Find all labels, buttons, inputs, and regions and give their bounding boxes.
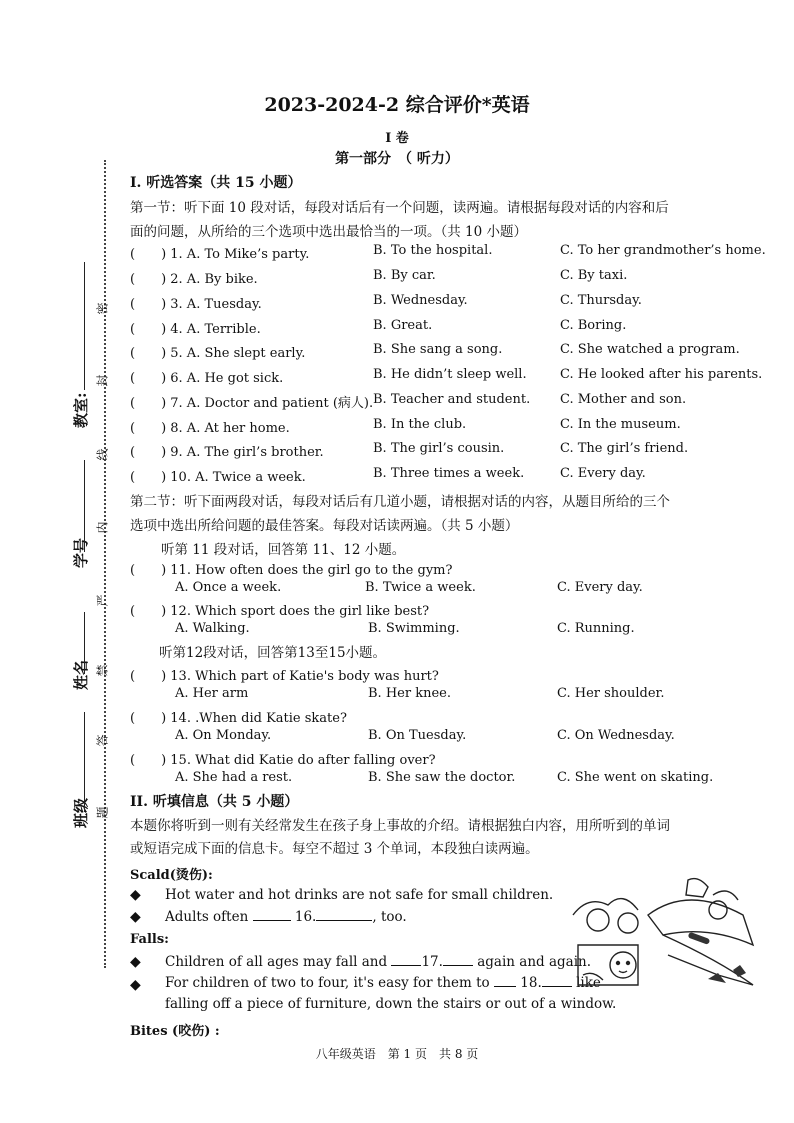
q11-option-a[interactable]: A. Once a week. <box>175 580 282 595</box>
q10-option-a[interactable]: ( ) 10. A. Twice a week. <box>130 470 306 485</box>
section2-intro-1: 本题你将听到一则有关经常发生在孩子身上事故的介绍。请根据独白内容，用所听到的单词 <box>130 818 670 834</box>
bites-title: Bites (咬伤) : <box>130 1024 220 1039</box>
section2-intro-2: 或短语完成下面的信息卡。每空不超过 3 个单词，本段独白读两遍。 <box>130 841 539 857</box>
q15-option-b[interactable]: B. She saw the doctor. <box>368 770 516 785</box>
part2-instruction-2: 选项中选出所给问题的最佳答案。每段对话读两遍。（共 5 小题） <box>130 518 519 534</box>
falls-line-1: Children of all ages may fall and 17. again and again. <box>165 954 591 970</box>
class-blank-line[interactable] <box>84 712 85 812</box>
q8-option-b[interactable]: B. In the club. <box>373 417 467 432</box>
student-id-blank-line[interactable] <box>84 460 85 552</box>
class-label: 班级 <box>72 797 90 828</box>
q13-option-b[interactable]: B. Her knee. <box>368 686 451 701</box>
q1-option-b[interactable]: B. To the hospital. <box>373 243 493 258</box>
q2-option-b[interactable]: B. By car. <box>373 268 436 283</box>
dialog11-instruction: 听第 11 段对话，回答第 11、12 小题。 <box>161 542 406 558</box>
q13-option-c[interactable]: C. Her shoulder. <box>557 686 665 701</box>
scald-line-2: Adults often 16. , too. <box>165 909 407 925</box>
falls-line-3: falling off a piece of furniture, down the stairs or out of a window. <box>165 996 617 1012</box>
seal-char-xian: 线 <box>95 448 110 461</box>
scald-line-1: Hot water and hot drinks are not safe for small children. <box>165 887 554 903</box>
seal-char-mi: 密 <box>95 302 110 315</box>
accident-illustration <box>568 875 756 990</box>
q4-option-a[interactable]: ( ) 4. A. Terrible. <box>130 322 261 337</box>
bullet-diamond-icon: ◆ <box>130 977 141 993</box>
page-title: 2023-2024-2 综合评价*英语 <box>264 94 530 116</box>
q15-option-a[interactable]: A. She had a rest. <box>175 770 293 785</box>
blank-17[interactable] <box>443 965 473 966</box>
student-id-label: 学号 <box>72 537 90 568</box>
q8-option-a[interactable]: ( ) 8. A. At her home. <box>130 421 290 436</box>
name-blank-line[interactable] <box>84 612 85 674</box>
seal-char-nei: 内 <box>95 521 110 534</box>
q6-option-c[interactable]: C. He looked after his parents. <box>560 367 763 382</box>
q14-option-b[interactable]: B. On Tuesday. <box>368 728 467 743</box>
q12-option-b[interactable]: B. Swimming. <box>368 621 460 636</box>
q5-option-a[interactable]: ( ) 5. A. She slept early. <box>130 346 306 361</box>
q15-stem: ( ) 15. What did Katie do after falling over? <box>130 753 436 768</box>
falls-line-2: For children of two to four, it's easy for them to 18. like <box>165 975 601 991</box>
q12-option-c[interactable]: C. Running. <box>557 621 635 636</box>
q10-option-b[interactable]: B. Three times a week. <box>373 466 525 481</box>
seal-char-feng: 封 <box>95 374 110 387</box>
seal-char-yan: 严 <box>95 594 110 607</box>
q3-option-c[interactable]: C. Thursday. <box>560 293 642 308</box>
q2-option-c[interactable]: C. By taxi. <box>560 268 628 283</box>
section2-heading: II. 听填信息（共 5 小题） <box>130 794 299 810</box>
q11-option-b[interactable]: B. Twice a week. <box>365 580 476 595</box>
seal-char-ti: 题 <box>95 806 110 819</box>
q5-option-c[interactable]: C. She watched a program. <box>560 342 740 357</box>
q14-stem: ( ) 14. .When did Katie skate? <box>130 711 347 726</box>
blank-17-pre[interactable] <box>391 965 421 966</box>
q14-option-a[interactable]: A. On Monday. <box>175 728 272 743</box>
part-heading: 第一部分 （ 听力） <box>335 151 459 167</box>
q9-option-b[interactable]: B. The girl’s cousin. <box>373 441 505 456</box>
q12-option-a[interactable]: A. Walking. <box>175 621 250 636</box>
part1-instruction-2: 面的问题，从所给的三个选项中选出最恰当的一项。（共 10 小题） <box>130 224 528 240</box>
q11-option-c[interactable]: C. Every day. <box>557 580 643 595</box>
q4-option-c[interactable]: C. Boring. <box>560 318 627 333</box>
bullet-diamond-icon: ◆ <box>130 887 141 903</box>
q8-option-c[interactable]: C. In the museum. <box>560 417 681 432</box>
q9-option-c[interactable]: C. The girl’s friend. <box>560 441 689 456</box>
q4-option-b[interactable]: B. Great. <box>373 318 433 333</box>
q13-stem: ( ) 13. Which part of Katie's body was hurt? <box>130 669 439 684</box>
bullet-diamond-icon: ◆ <box>130 954 141 970</box>
q5-option-b[interactable]: B. She sang a song. <box>373 342 503 357</box>
falls-title: Falls: <box>130 932 169 947</box>
q9-option-a[interactable]: ( ) 9. A. The girl’s brother. <box>130 445 324 460</box>
volume-label: I 卷 <box>385 131 409 146</box>
classroom-blank-line[interactable] <box>84 262 85 390</box>
blank-18-pre[interactable] <box>494 986 516 987</box>
seal-char-da: 答 <box>95 734 110 747</box>
part2-instruction-1: 第二节：听下面两段对话，每段对话后有几道小题，请根据对话的内容，从题目所给的三个 <box>130 494 670 510</box>
name-label: 姓名 <box>72 659 90 690</box>
classroom-label: 教室: <box>72 392 90 428</box>
q15-option-c[interactable]: C. She went on skating. <box>557 770 714 785</box>
q7-option-b[interactable]: B. Teacher and student. <box>373 392 531 407</box>
q7-option-c[interactable]: C. Mother and son. <box>560 392 687 407</box>
section1-heading: I. 听选答案（共 15 小题） <box>130 175 302 191</box>
q11-stem: ( ) 11. How often does the girl go to the gym? <box>130 563 453 578</box>
q3-option-b[interactable]: B. Wednesday. <box>373 293 468 308</box>
q10-option-c[interactable]: C. Every day. <box>560 466 646 481</box>
page-footer: 八年级英语 第 1 页 共 8 页 <box>315 1047 479 1061</box>
dialog12-instruction: 听第12段对话，回答第13至15小题。 <box>159 645 387 661</box>
q12-stem: ( ) 12. Which sport does the girl like best? <box>130 604 430 619</box>
q1-option-a[interactable]: ( ) 1. A. To Mike’s party. <box>130 247 310 262</box>
part1-instruction-1: 第一节：听下面 10 段对话，每段对话后有一个问题，读两遍。请根据每段对话的内容和后 <box>130 200 669 216</box>
q14-option-c[interactable]: C. On Wednesday. <box>557 728 675 743</box>
blank-16-pre[interactable] <box>253 920 291 921</box>
q7-option-a[interactable]: ( ) 7. A. Doctor and patient (病人). <box>130 396 374 411</box>
seal-dotted-line <box>104 160 106 968</box>
q6-option-b[interactable]: B. He didn’t sleep well. <box>373 367 527 382</box>
q13-option-a[interactable]: A. Her arm <box>175 686 249 701</box>
q1-option-c[interactable]: C. To her grandmother’s home. <box>560 243 766 258</box>
q6-option-a[interactable]: ( ) 6. A. He got sick. <box>130 371 284 386</box>
scald-title: Scald(烫伤): <box>130 868 213 883</box>
q2-option-a[interactable]: ( ) 2. A. By bike. <box>130 272 258 287</box>
q3-option-a[interactable]: ( ) 3. A. Tuesday. <box>130 297 262 312</box>
seal-char-jin: 禁 <box>95 664 110 677</box>
blank-16[interactable] <box>316 920 372 921</box>
bullet-diamond-icon: ◆ <box>130 909 141 925</box>
